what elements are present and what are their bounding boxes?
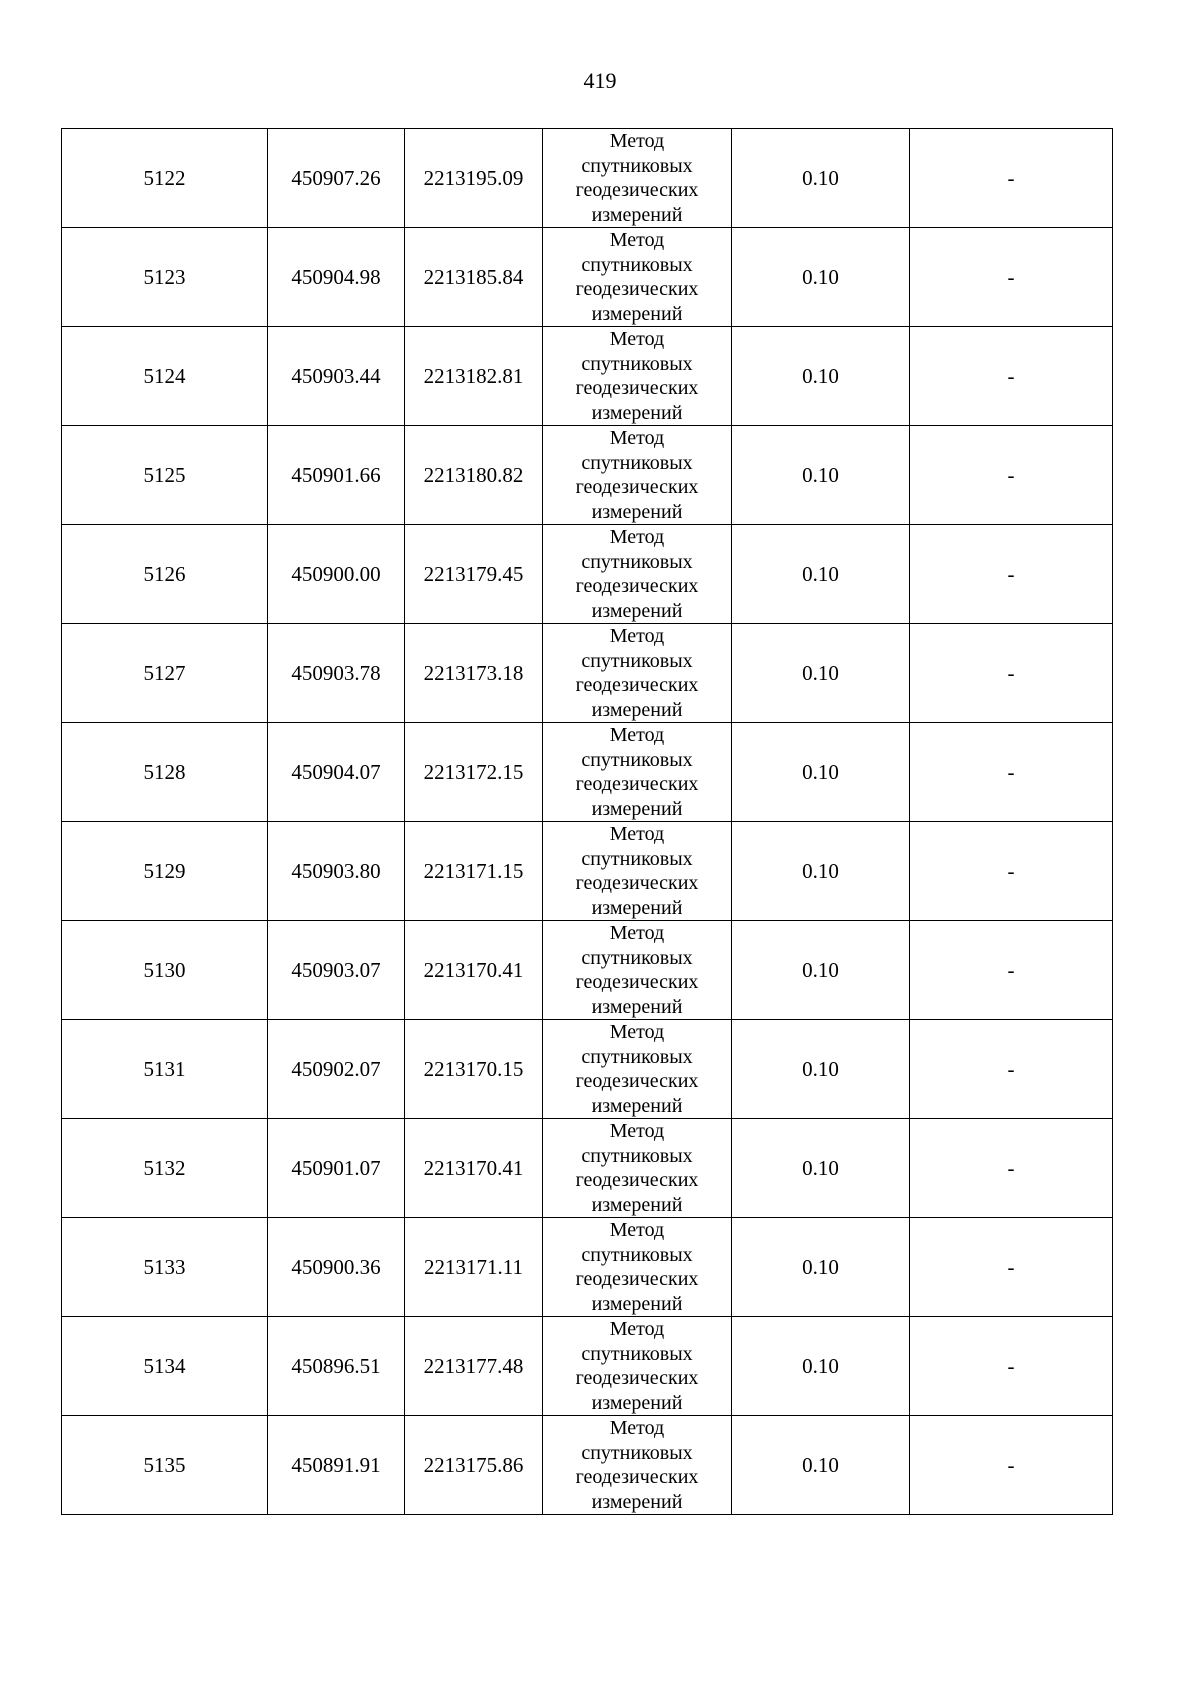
x-coordinate-cell: 450903.78 (268, 624, 405, 723)
table-row (62, 525, 1113, 624)
point-number-cell: 5123 (62, 228, 268, 327)
point-number-cell: 5126 (62, 525, 268, 624)
accuracy-cell: 0.10 (732, 1119, 910, 1218)
method-line: спутниковых (581, 154, 693, 177)
y-coordinate-cell: 2213170.41 (405, 921, 543, 1020)
note-cell: - (910, 921, 1113, 1020)
method-line: геодезических (575, 1268, 699, 1290)
method-line: спутниковых (581, 1045, 693, 1068)
method-line: спутниковых (581, 253, 693, 276)
method-line: измерений (591, 1094, 683, 1117)
method-line: измерений (591, 401, 683, 424)
method-line: спутниковых (581, 847, 693, 870)
coordinates-table (61, 128, 1113, 1515)
method-line: геодезических (575, 1367, 699, 1389)
method-cell (543, 1218, 732, 1317)
method-cell (543, 327, 732, 426)
x-coordinate-cell: 450907.26 (268, 129, 405, 228)
method-line: спутниковых (581, 550, 693, 573)
method-cell (543, 921, 732, 1020)
accuracy-cell: 0.10 (732, 426, 910, 525)
x-coordinate-cell: 450891.91 (268, 1416, 405, 1515)
y-coordinate-cell: 2213170.15 (405, 1020, 543, 1119)
note-cell: - (910, 1317, 1113, 1416)
table-row (62, 327, 1113, 426)
note-cell: - (910, 327, 1113, 426)
y-coordinate-cell: 2213173.18 (405, 624, 543, 723)
point-number-cell: 5135 (62, 1416, 268, 1515)
accuracy-cell: 0.10 (732, 624, 910, 723)
method-line: Метод (609, 328, 665, 350)
method-line: спутниковых (581, 451, 693, 474)
method-line: Метод (609, 1021, 665, 1043)
accuracy-cell: 0.10 (732, 921, 910, 1020)
method-line: спутниковых (581, 748, 693, 771)
note-cell: - (910, 1020, 1113, 1119)
table-row (62, 1119, 1113, 1218)
method-line: измерений (591, 995, 683, 1018)
table-row (62, 1416, 1113, 1515)
method-line: геодезических (575, 674, 699, 696)
x-coordinate-cell: 450901.66 (268, 426, 405, 525)
method-cell (543, 525, 732, 624)
note-cell: - (910, 822, 1113, 921)
x-coordinate-cell: 450904.98 (268, 228, 405, 327)
method-cell (543, 822, 732, 921)
note-cell: - (910, 228, 1113, 327)
method-line: спутниковых (581, 1342, 693, 1365)
method-line: Метод (609, 823, 665, 845)
method-line: Метод (609, 625, 665, 647)
method-line: спутниковых (581, 1243, 693, 1266)
note-cell: - (910, 624, 1113, 723)
table-row (62, 1020, 1113, 1119)
method-line: спутниковых (581, 649, 693, 672)
accuracy-cell: 0.10 (732, 1416, 910, 1515)
point-number-cell: 5129 (62, 822, 268, 921)
method-cell (543, 129, 732, 228)
accuracy-cell: 0.10 (732, 228, 910, 327)
method-line: измерений (591, 302, 683, 325)
y-coordinate-cell: 2213171.15 (405, 822, 543, 921)
method-line: измерений (591, 698, 683, 721)
y-coordinate-cell: 2213185.84 (405, 228, 543, 327)
table-row (62, 129, 1113, 228)
y-coordinate-cell: 2213180.82 (405, 426, 543, 525)
method-line: спутниковых (581, 1144, 693, 1167)
point-number-cell: 5132 (62, 1119, 268, 1218)
method-line: Метод (609, 427, 665, 449)
point-number-cell: 5130 (62, 921, 268, 1020)
table-row (62, 921, 1113, 1020)
method-line: спутниковых (581, 946, 693, 969)
method-cell (543, 1317, 732, 1416)
accuracy-cell: 0.10 (732, 327, 910, 426)
x-coordinate-cell: 450900.36 (268, 1218, 405, 1317)
method-line: измерений (591, 797, 683, 820)
point-number-cell: 5122 (62, 129, 268, 228)
y-coordinate-cell: 2213170.41 (405, 1119, 543, 1218)
method-line: измерений (591, 599, 683, 622)
method-line: Метод (609, 1318, 665, 1340)
method-line: Метод (609, 526, 665, 548)
method-line: измерений (591, 1193, 683, 1216)
y-coordinate-cell: 2213182.81 (405, 327, 543, 426)
method-cell (543, 426, 732, 525)
accuracy-cell: 0.10 (732, 1020, 910, 1119)
method-cell (543, 624, 732, 723)
method-line: геодезических (575, 476, 699, 498)
method-line: измерений (591, 1292, 683, 1315)
table-row (62, 228, 1113, 327)
method-line: геодезических (575, 1169, 699, 1191)
note-cell: - (910, 426, 1113, 525)
point-number-cell: 5125 (62, 426, 268, 525)
method-cell (543, 723, 732, 822)
note-cell: - (910, 1119, 1113, 1218)
method-line: геодезических (575, 872, 699, 894)
method-line: геодезических (575, 1070, 699, 1092)
method-cell (543, 1020, 732, 1119)
method-line: геодезических (575, 377, 699, 399)
accuracy-cell: 0.10 (732, 822, 910, 921)
method-cell (543, 1119, 732, 1218)
note-cell: - (910, 1218, 1113, 1317)
y-coordinate-cell: 2213171.11 (405, 1218, 543, 1317)
method-line: геодезических (575, 773, 699, 795)
method-line: геодезических (575, 971, 699, 993)
note-cell: - (910, 525, 1113, 624)
method-line: измерений (591, 896, 683, 919)
method-line: Метод (609, 1219, 665, 1241)
method-cell (543, 228, 732, 327)
y-coordinate-cell: 2213172.15 (405, 723, 543, 822)
accuracy-cell: 0.10 (732, 1317, 910, 1416)
y-coordinate-cell: 2213177.48 (405, 1317, 543, 1416)
page-number: 419 (583, 68, 617, 93)
point-number-cell: 5124 (62, 327, 268, 426)
point-number-cell: 5128 (62, 723, 268, 822)
point-number-cell: 5134 (62, 1317, 268, 1416)
method-line: Метод (609, 922, 665, 944)
x-coordinate-cell: 450896.51 (268, 1317, 405, 1416)
x-coordinate-cell: 450904.07 (268, 723, 405, 822)
method-line: геодезических (575, 575, 699, 597)
method-line: Метод (609, 229, 665, 251)
table-row (62, 723, 1113, 822)
note-cell: - (910, 129, 1113, 228)
method-line: Метод (609, 724, 665, 746)
y-coordinate-cell: 2213195.09 (405, 129, 543, 228)
x-coordinate-cell: 450900.00 (268, 525, 405, 624)
method-line: спутниковых (581, 352, 693, 375)
method-line: геодезических (575, 179, 699, 201)
x-coordinate-cell: 450903.44 (268, 327, 405, 426)
method-line: измерений (591, 500, 683, 523)
table-row (62, 624, 1113, 723)
x-coordinate-cell: 450903.80 (268, 822, 405, 921)
accuracy-cell: 0.10 (732, 1218, 910, 1317)
x-coordinate-cell: 450901.07 (268, 1119, 405, 1218)
point-number-cell: 5133 (62, 1218, 268, 1317)
method-line: геодезических (575, 1466, 699, 1488)
accuracy-cell: 0.10 (732, 525, 910, 624)
method-line: измерений (591, 1490, 683, 1513)
note-cell: - (910, 1416, 1113, 1515)
method-line: измерений (591, 203, 683, 226)
y-coordinate-cell: 2213179.45 (405, 525, 543, 624)
table-row (62, 1317, 1113, 1416)
table-row (62, 426, 1113, 525)
note-cell: - (910, 723, 1113, 822)
x-coordinate-cell: 450903.07 (268, 921, 405, 1020)
method-line: Метод (609, 1417, 665, 1439)
method-line: геодезических (575, 278, 699, 300)
x-coordinate-cell: 450902.07 (268, 1020, 405, 1119)
method-line: Метод (609, 130, 665, 152)
point-number-cell: 5127 (62, 624, 268, 723)
table-row (62, 1218, 1113, 1317)
table-row (62, 822, 1113, 921)
point-number-cell: 5131 (62, 1020, 268, 1119)
accuracy-cell: 0.10 (732, 723, 910, 822)
method-cell (543, 1416, 732, 1515)
table-body (62, 129, 1113, 1515)
method-line: Метод (609, 1120, 665, 1142)
y-coordinate-cell: 2213175.86 (405, 1416, 543, 1515)
accuracy-cell: 0.10 (732, 129, 910, 228)
method-line: измерений (591, 1391, 683, 1414)
method-line: спутниковых (581, 1441, 693, 1464)
